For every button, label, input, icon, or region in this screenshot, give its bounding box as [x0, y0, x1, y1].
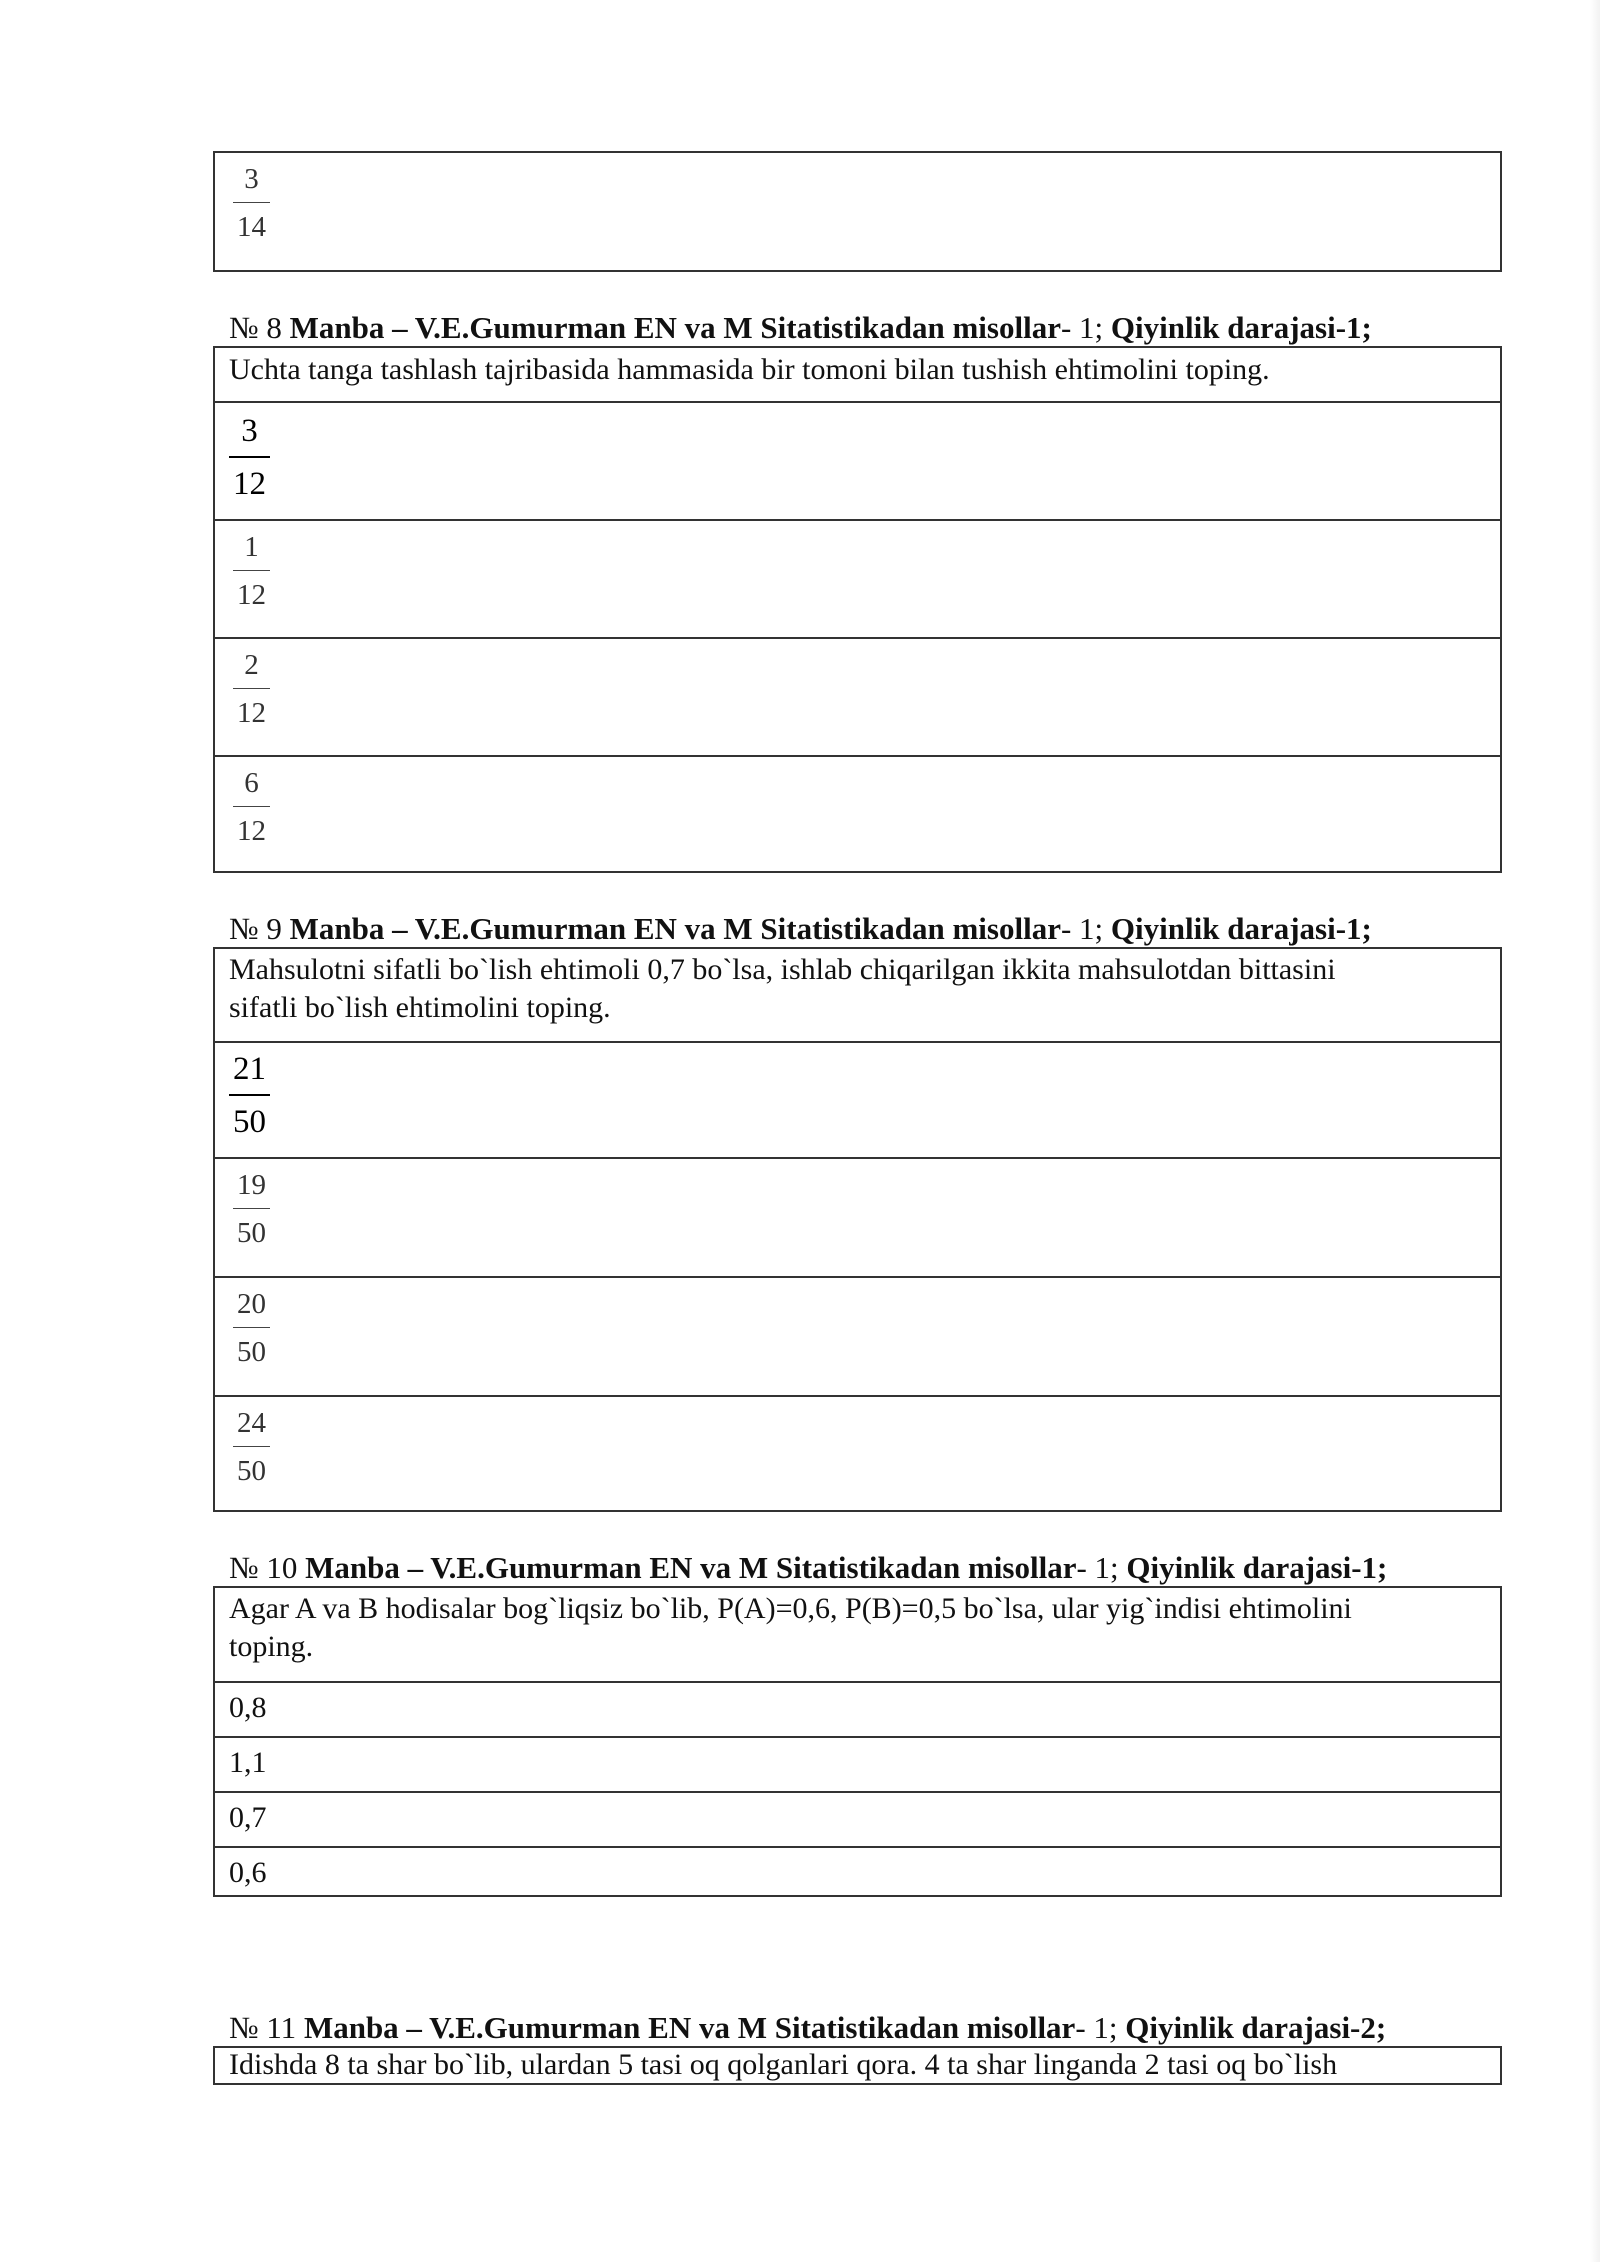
fraction-denominator: 12	[233, 466, 266, 502]
fraction-numerator: 20	[237, 1288, 266, 1320]
question-number: 11	[266, 2010, 297, 2045]
number-sign: №	[229, 911, 259, 946]
answer-row	[215, 1736, 1500, 1791]
answer-row	[215, 637, 1500, 755]
answer-fraction	[233, 647, 270, 728]
answer-row	[215, 519, 1500, 637]
source-label: Manba – V.E.Gumurman EN va M Sitatistikadan misollar	[289, 310, 1061, 345]
prev-answer-box	[213, 151, 1502, 272]
number-sign: №	[229, 310, 259, 345]
question-text	[215, 348, 1500, 401]
fraction-denominator: 50	[237, 1455, 266, 1487]
page-edge-shadow	[1590, 0, 1600, 2262]
question-header	[229, 911, 1372, 947]
source-count: - 1;	[1060, 911, 1104, 946]
question-box	[213, 947, 1502, 1512]
source-count: - 1;	[1075, 2010, 1118, 2045]
fraction-numerator: 3	[241, 413, 258, 449]
fraction-denominator: 12	[237, 697, 266, 729]
question-text-line: Uchta tanga tashlash tajribasida hammasida bir tomoni bilan tushish ehtimolini toping.	[229, 353, 1270, 386]
answer-fraction	[229, 1049, 270, 1139]
question-text-line: toping.	[229, 1630, 314, 1663]
question-box	[213, 346, 1502, 873]
answer-fraction	[233, 1286, 270, 1367]
answer-value: 0,6	[229, 1856, 267, 1889]
question-text	[215, 2048, 1500, 2083]
answer-value: 1,1	[229, 1746, 267, 1779]
fraction-denominator: 12	[237, 579, 266, 611]
answer-row	[215, 153, 1500, 270]
fraction-denominator: 50	[237, 1217, 266, 1249]
question-text-line: sifatli bo`lish ehtimolini toping.	[229, 991, 611, 1024]
answer-fraction	[233, 1405, 270, 1486]
difficulty-label: Qiyinlik darajasi-2;	[1125, 2010, 1387, 2045]
number-sign: №	[229, 1550, 259, 1585]
fraction-denominator: 14	[237, 211, 266, 243]
answer-row	[215, 1041, 1500, 1157]
question-text	[215, 949, 1500, 1041]
answer-row	[215, 1681, 1500, 1736]
fraction-denominator: 50	[237, 1336, 266, 1368]
answer-row	[215, 1395, 1500, 1510]
question-text-line: Idishda 8 ta shar bo`lib, ulardan 5 tasi oq qolganlari qora. 4 ta shar linganda 2 tasi oq bo`lish	[229, 2048, 1338, 2081]
question-header	[229, 310, 1372, 346]
number-sign: №	[229, 2010, 259, 2045]
answer-value: 0,8	[229, 1691, 267, 1724]
question-header	[229, 2010, 1386, 2046]
source-label: Manba – V.E.Gumurman EN va M Sitatistikadan misollar	[305, 1550, 1077, 1585]
question-header	[229, 1550, 1387, 1586]
answer-fraction	[233, 1167, 270, 1248]
question-box	[213, 1586, 1502, 1897]
source-count: - 1;	[1076, 1550, 1119, 1585]
fraction-numerator: 24	[237, 1407, 266, 1439]
answer-row	[215, 1791, 1500, 1846]
difficulty-label: Qiyinlik darajasi-1;	[1110, 310, 1372, 345]
difficulty-label: Qiyinlik darajasi-1;	[1110, 911, 1372, 946]
question-text-line: Agar A va B hodisalar bog`liqsiz bo`lib, P(A)=0,6, P(B)=0,5 bo`lsa, ular yig`indisi ehtimolini	[229, 1592, 1352, 1625]
fraction-numerator: 2	[244, 649, 259, 681]
fraction-denominator: 50	[233, 1104, 266, 1140]
answer-fraction	[233, 765, 270, 846]
question-text	[215, 1588, 1500, 1681]
fraction-denominator: 12	[237, 815, 266, 847]
source-label: Manba – V.E.Gumurman EN va M Sitatistikadan misollar	[289, 911, 1061, 946]
question-number: 10	[266, 1550, 298, 1585]
answer-row	[215, 755, 1500, 871]
fraction-numerator: 21	[233, 1051, 266, 1087]
answer-row	[215, 1846, 1500, 1895]
answer-row	[215, 1157, 1500, 1276]
question-text-line: Mahsulotni sifatli bo`lish ehtimoli 0,7 bo`lsa, ishlab chiqarilgan ikkita mahsulotdan bittasini	[229, 953, 1336, 986]
source-count: - 1;	[1060, 310, 1104, 345]
question-box	[213, 2046, 1502, 2085]
answer-fraction	[233, 161, 270, 242]
question-number: 9	[266, 911, 282, 946]
answer-fraction	[229, 411, 270, 501]
fraction-numerator: 1	[244, 531, 259, 563]
answer-value: 0,7	[229, 1801, 267, 1834]
fraction-numerator: 19	[237, 1169, 266, 1201]
answer-row	[215, 1276, 1500, 1395]
question-number: 8	[266, 310, 282, 345]
difficulty-label: Qiyinlik darajasi-1;	[1126, 1550, 1388, 1585]
answer-fraction	[233, 529, 270, 610]
answer-row	[215, 401, 1500, 519]
source-label: Manba – V.E.Gumurman EN va M Sitatistikadan misollar	[303, 2010, 1076, 2045]
fraction-numerator: 3	[244, 163, 259, 195]
fraction-numerator: 6	[244, 767, 259, 799]
